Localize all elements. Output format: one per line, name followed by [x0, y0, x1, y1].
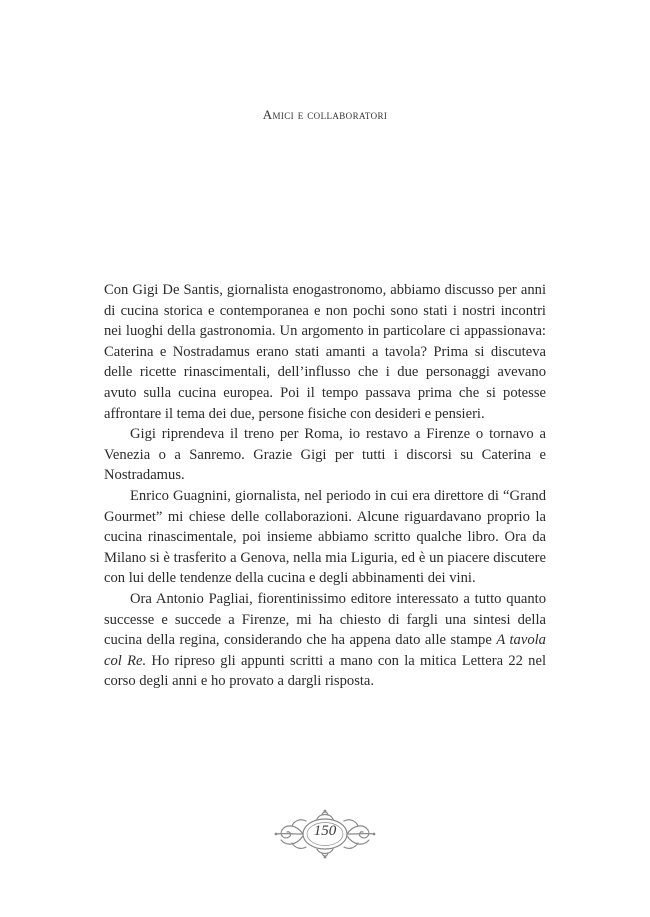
paragraph-3: Enrico Guagnini, giornalista, nel periodo in cui era direttore di “Grand Gourmet” mi chiese delle collaborazioni. Alcune riguardavano proprio la cucina rinascimentale, poi insieme abbiamo scritto qualche libro. Ora da Milano si è trasferito a Genova, nella mia Liguria, ed è un piacere discutere con lui delle tendenze della cucina e degli abbinamenti dei vini.	[104, 487, 546, 587]
page-number: 150	[313, 823, 337, 839]
paragraph-4-text-end: Ho ripreso gli appunti scritti a mano con la mitica Lettera 22 nel corso degli anni e ho provato a dargli risposta.	[104, 652, 546, 690]
body-text	[104, 280, 546, 692]
book-title: A tavola col Re.	[104, 632, 546, 669]
paragraph-4-text-start: Ora Antonio Pagliai, fiorentinissimo editore interessato a tutto quanto successe e succede a Firenze, mi ha chiesto di fargli una sintesi della cucina della regina, considerando che ha appena dato alle stampe	[104, 590, 546, 649]
paragraph-4	[104, 589, 546, 692]
running-head-title: Amici e collaboratori	[262, 107, 388, 122]
page-number-ornament	[272, 806, 378, 862]
paragraph-1: Con Gigi De Santis, giornalista enogastronomo, abbiamo discusso per anni di cucina storica e contemporanea e non pochi sono stati i nostri incontri nei luoghi della gastronomia. Un argomento in particolare ci appassionava: Caterina e Nostradamus erano stati amanti a tavola? Prima si discuteva delle ricette rinascimentali, dell’influsso che i due personaggi avevano avuto sulla cucina europea. Poi il tempo passava prima che si potesse affrontare il tema dei due, persone fisiche con desideri e pensieri.	[104, 282, 546, 422]
paragraph-2: Gigi riprendeva il treno per Roma, io restavo a Firenze o tornavo a Venezia o a Sanremo. Grazie Gigi per tutti i discorsi su Caterina e Nostradamus.	[104, 426, 546, 484]
